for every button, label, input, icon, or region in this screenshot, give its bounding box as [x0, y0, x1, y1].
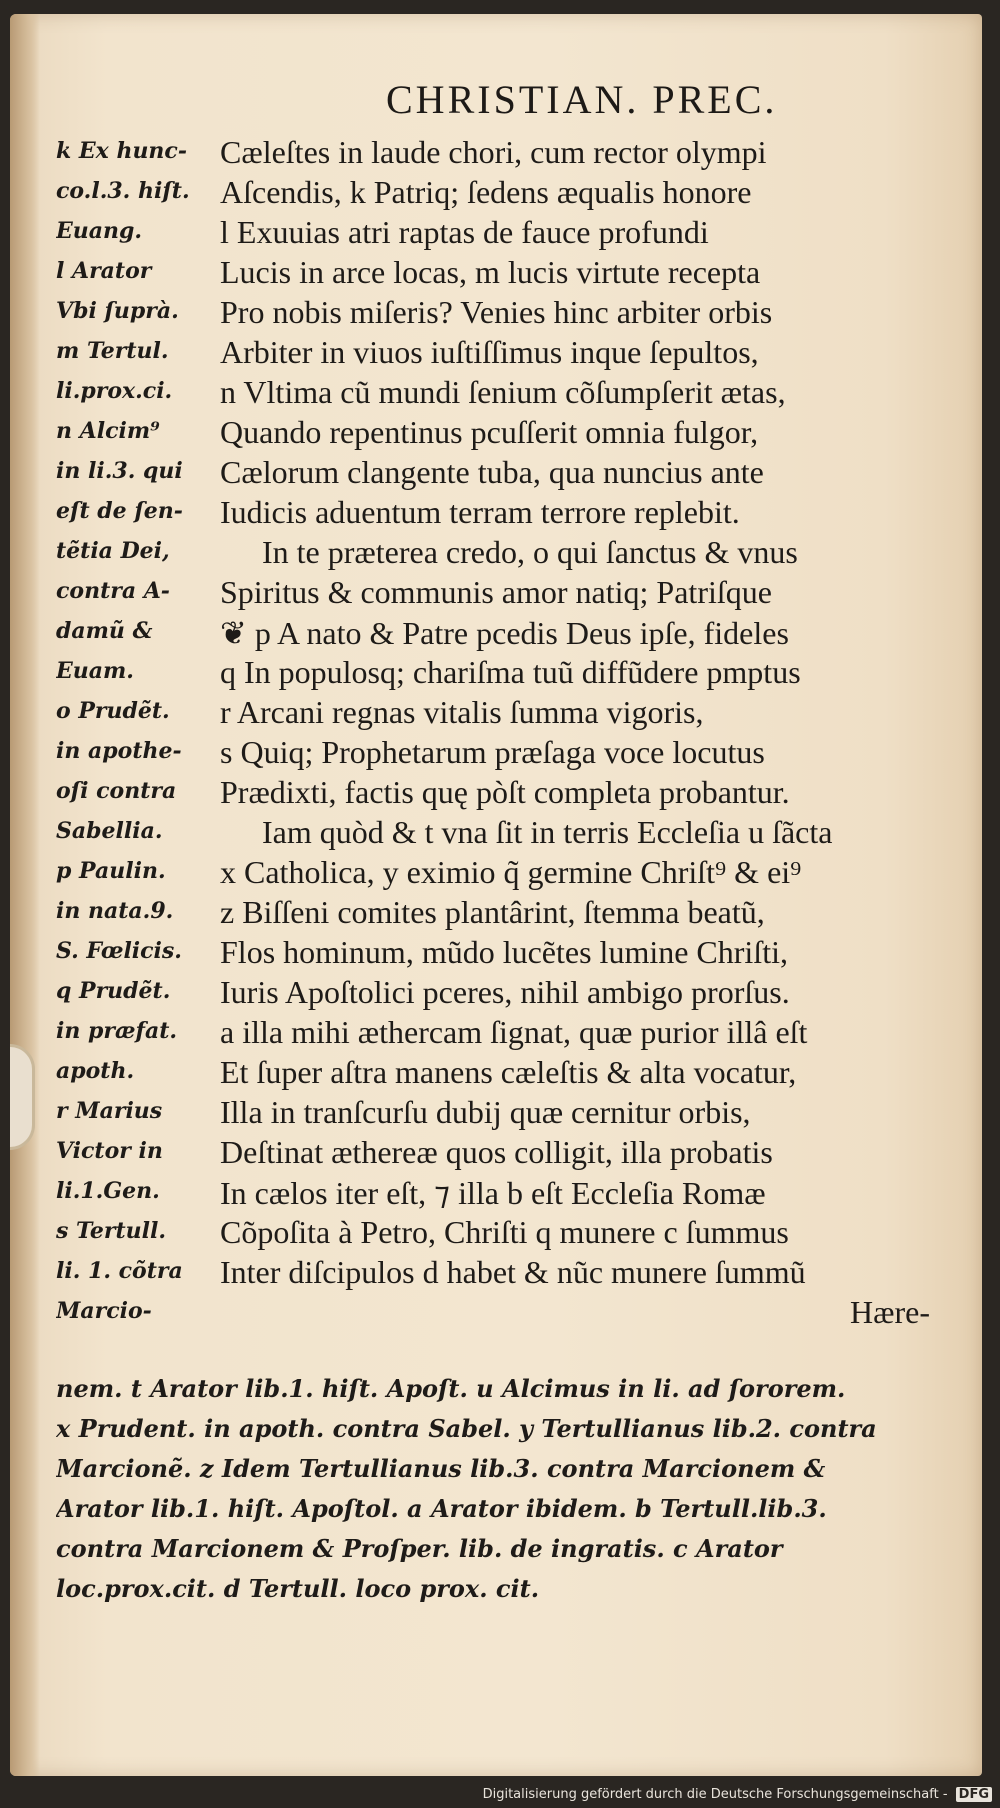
- text-line: [56, 1174, 956, 1214]
- text-line: [56, 894, 956, 934]
- text-line: [56, 774, 956, 814]
- marginal-note: Euang.: [56, 218, 143, 244]
- text-line: [56, 574, 956, 614]
- marginal-note: in præfat.: [56, 1018, 178, 1044]
- text-line: [56, 454, 956, 494]
- text-line: [56, 614, 956, 654]
- verse-line: Cælorum clangente tuba, qua nuncius ante: [220, 454, 764, 490]
- text-line: [56, 374, 956, 414]
- text-line: [56, 1094, 956, 1134]
- verse-line: n Vltima cũ mundi ſenium cõſumpſerit ætas,: [220, 374, 786, 410]
- text-line: [56, 1214, 956, 1254]
- footnote-line: Marcionẽ. z Idem Tertullianus lib.3. contra Marcionem &: [56, 1454, 826, 1483]
- marginal-note: o Prudẽt.: [56, 698, 170, 724]
- text-line: [56, 1294, 956, 1334]
- marginal-note: eſt de ſen-: [56, 498, 183, 524]
- verse-line: a illa mihi æthercam ſignat, quæ purior illâ eſt: [220, 1014, 808, 1050]
- footnotes: [56, 1374, 956, 1614]
- footnote-line: Arator lib.1. hiſt. Apoſtol. a Arator ibidem. b Tertull.lib.3.: [56, 1494, 827, 1523]
- verse-line: r Arcani regnas vitalis ſumma vigoris,: [220, 694, 704, 730]
- verse-line: Iudicis aduentum terram terrore replebit.: [220, 494, 740, 530]
- text-line: [56, 334, 956, 374]
- text-line: [56, 134, 956, 174]
- footnote-line: x Prudent. in apoth. contra Sabel. y Tertullianus lib.2. contra: [56, 1414, 877, 1443]
- text-line: [56, 694, 956, 734]
- text-line: [56, 654, 956, 694]
- marginal-note: Euam.: [56, 658, 134, 684]
- verse-line: Aſcendis, k Patriq; ſedens æqualis honore: [220, 174, 752, 210]
- marginal-note: k Ex hunc-: [56, 138, 187, 164]
- catchword: Hære-: [850, 1294, 930, 1330]
- marginal-note: contra A-: [56, 578, 170, 604]
- marginal-note: in li.3. qui: [56, 458, 183, 484]
- verse-line: Iam quòd & t vna ſit in terris Eccleſia u ſãcta: [262, 814, 833, 850]
- text-line: [56, 254, 956, 294]
- marginal-note: Victor in: [56, 1138, 163, 1164]
- verse-line: Iuris Apoſtolici pceres, nihil ambigo prorſus.: [220, 974, 790, 1010]
- text-line: [56, 974, 956, 1014]
- dfg-logo: DFG: [956, 1787, 992, 1802]
- verse-line: Cæleſtes in laude chori, cum rector olympi: [220, 134, 767, 170]
- verse-line: Inter diſcipulos d habet & nũc munere ſummũ: [220, 1254, 806, 1290]
- footnote-line: loc.prox.cit. d Tertull. loco prox. cit.: [56, 1574, 540, 1603]
- verse-line: In cælos iter eſt, ⁊ illa b eſt Eccleſia Romæ: [220, 1175, 766, 1211]
- verse-line: Arbiter in viuos iuſtiſſimus inque ſepultos,: [220, 334, 759, 370]
- marginal-note: co.l.3. hiſt.: [56, 178, 190, 204]
- marginal-note: s Tertull.: [56, 1218, 167, 1244]
- verse-line: Spiritus & communis amor natiq; Patriſque: [220, 574, 772, 610]
- text-line: [56, 534, 956, 574]
- marginal-note: in apothe-: [56, 738, 182, 764]
- text-line: [56, 1134, 956, 1174]
- marginal-note: m Tertul.: [56, 338, 169, 364]
- credit-text: Digitalisierung gefördert durch die Deutsche Forschungsgemeinschaft -: [482, 1787, 948, 1802]
- book-page: [10, 14, 982, 1776]
- verse-line: Et ſuper aſtra manens cæleſtis & alta vocatur,: [220, 1054, 797, 1090]
- page-gutter: [10, 14, 40, 1776]
- marginal-note: apoth.: [56, 1058, 135, 1084]
- verse-line: Quando repentinus pcuſſerit omnia fulgor,: [220, 414, 759, 450]
- verse-line: Lucis in arce locas, m lucis virtute recepta: [220, 254, 761, 290]
- verse-line: In te præterea credo, o qui ſanctus & vnus: [262, 534, 798, 570]
- verse-line: Cõpoſita à Petro, Chriſti q munere c ſummus: [220, 1214, 789, 1250]
- marginal-note: p Paulin.: [56, 858, 166, 884]
- marginal-note: oſi contra: [56, 778, 177, 804]
- marginal-note: n Alcim⁹: [56, 418, 160, 444]
- text-line: [56, 414, 956, 454]
- page-clip-mark: [10, 1044, 35, 1150]
- verse-line: z Biſſeni comites plantârint, ſtemma beatũ,: [220, 894, 765, 930]
- text-line: [56, 734, 956, 774]
- marginal-note: tẽtia Dei,: [56, 538, 170, 564]
- verse-line: x Catholica, y eximio q̃ germine Chriſt⁹ & ei⁹: [220, 854, 802, 890]
- text-line: [56, 1254, 956, 1294]
- verse-line: Flos hominum, mũdo lucẽtes lumine Chriſti,: [220, 934, 788, 970]
- running-head: CHRISTIAN. PREC.: [386, 77, 778, 122]
- text-line: [56, 1014, 956, 1054]
- marginal-note: li. 1. cõtra: [56, 1258, 183, 1284]
- marginal-note: li.1.Gen.: [56, 1178, 160, 1204]
- marginal-note: l Arator: [56, 258, 152, 284]
- verse-line: Pro nobis miſeris? Venies hinc arbiter orbis: [220, 294, 773, 330]
- verse-line: ❦ p A nato & Patre pcedis Deus ipſe, fideles: [220, 615, 789, 651]
- verse-line: Illa in tranſcurſu dubij quæ cernitur orbis,: [220, 1094, 751, 1130]
- text-line: [56, 214, 956, 254]
- text-line: [56, 1054, 956, 1094]
- marginal-note: Sabellia.: [56, 818, 163, 844]
- text-line: [56, 494, 956, 534]
- text-line: [56, 294, 956, 334]
- verse-line: Prædixti, factis quę pòſt completa probantur.: [220, 774, 790, 810]
- text-line: [56, 174, 956, 214]
- verse-line: q In populosq; chariſma tuũ diffũdere pmptus: [220, 654, 801, 690]
- verse-line: Deſtinat æthereæ quos colligit, illa probatis: [220, 1134, 773, 1170]
- text-line: [56, 934, 956, 974]
- footnote-line: nem. t Arator lib.1. hiſt. Apoſt. u Alcimus in li. ad ſororem.: [56, 1374, 846, 1403]
- verse-line: l Exuuias atri raptas de fauce profundi: [220, 214, 709, 250]
- text-line: [56, 814, 956, 854]
- text-line: [56, 854, 956, 894]
- marginal-note: r Marius: [56, 1098, 163, 1124]
- marginal-note: S. Fœlicis.: [56, 938, 182, 964]
- marginal-note: Marcio-: [56, 1298, 152, 1324]
- verse-line: s Quiq; Prophetarum præſaga voce locutus: [220, 734, 765, 770]
- marginal-note: damũ &: [56, 618, 153, 644]
- marginal-note: in nata.9.: [56, 898, 174, 924]
- footnote-line: contra Marcionem & Proſper. lib. de ingratis. c Arator: [56, 1534, 783, 1563]
- verse-body: [56, 134, 956, 1334]
- marginal-note: li.prox.ci.: [56, 378, 173, 404]
- marginal-note: q Prudẽt.: [56, 978, 171, 1004]
- marginal-note: Vbi ſuprà.: [56, 298, 179, 324]
- digitization-credit: [483, 1787, 992, 1802]
